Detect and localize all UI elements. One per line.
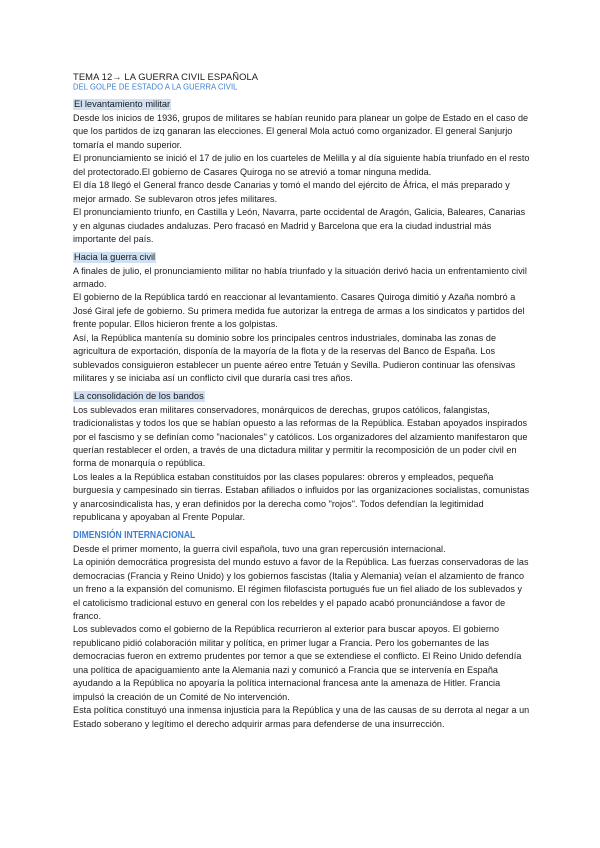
section-consolidacion	[73, 386, 530, 525]
paragraph: A finales de julio, el pronunciamiento militar no había triunfado y la situación derivó hacia un enfrentamiento civil armado.	[73, 265, 527, 289]
section-levantamiento	[73, 94, 530, 247]
paragraph: Esta política constituyó una inmensa injusticia para la República y una de las causas de su derrota al negar a un Estado soberano y legítimo el derecho adquirir armas para defenderse de una insurrección.	[73, 705, 530, 729]
paragraph: La opinión democrática progresista del mundo estuvo a favor de la República. Las fuerzas conservadoras de las democracias (Francia y Reino Unido) y los gobiernos fascistas (Italia y Alemania) veían el alzamiento de franco un freno a la expansión del comunismo. El régimen filofascista portugués fue un fiel aliado de los sublevados y el catolicismo tradicional estuvo en general con los rebeldes y el papado acabó pronunciándose a favor de franco.	[73, 557, 529, 621]
section-hacia-guerra	[73, 247, 530, 386]
section-heading: Hacia la guerra civil	[74, 251, 156, 262]
paragraph: El pronunciamiento triunfo, en Castilla y León, Navarra, parte occidental de Aragón, Galicia, Baleares, Canarias y en algunas ciudades andaluzas. Pero fracasó en Madrid y Barcelona que era la ciudad industrial más importante del país.	[73, 207, 526, 245]
paragraph: El gobierno de la República tardó en reaccionar al levantamiento. Casares Quiroga dimitió y Azaña nombró a José Giral jefe de gobierno. Su primera medida fue autorizar la entrega de armas a los sindicatos y partidos del frente popular. Ellos hicieron frente a los golpistas.	[73, 292, 525, 330]
paragraph: Desde el primer momento, la guerra civil española, tuvo una gran repercusión internacional.	[73, 543, 446, 554]
paragraph: Los sublevados eran militares conservadores, monárquicos de derechas, grupos católicos, falangistas, tradicionalistas y todos los que se habían opuesto a las reformas de la República. Estaban apoyados inspirados por el fascismo y se definían como "nacionales" y católicos. Los organizadores del alzamiento manifestaron que querían restablecer el orden, a través de una dictadura militar y permitir la recomposición de un poder civil en forma de monarquía o república.	[73, 404, 528, 469]
paragraph: El día 18 llegó el General franco desde Canarias y tomó el mando del ejército de África, el más preparado y mejor armado. Se sublevaron otros jefes militares.	[73, 180, 510, 204]
paragraph: El pronunciamiento se inició el 17 de julio en los cuarteles de Melilla y al día siguiente había triunfado en el resto del protectorado.El gobierno de Casares Quiroga no se atrevió a tomar ninguna medida.	[73, 153, 530, 177]
page-subtitle: DEL GOLPE DE ESTADO A LA GUERRA CIVIL	[73, 82, 238, 92]
paragraph: Los sublevados como el gobierno de la República recurrieron al exterior para buscar apoyos. El gobierno republicano pidió colaboración militar y política, en primer lugar a Francia. Pero los gobernantes de las democracias fueron en extremo prudentes por temor a que se extendiese el conflicto. El Reino Unido defendía una política de apaciguamiento ante la Alemania nazi y comunicó a Francia que se intervenía en España ayudando a la República no apoyaría la política internacional francesa ante la amenaza de Hitler. Francia impulsó la creación de un Comité de No intervención.	[73, 624, 522, 702]
paragraph: Desde los inicios de 1936, grupos de militares se habían reunido para planear un golpe de Estado en el caso de que los partidos de izq ganaran las elecciones. El general Mola actuó como organizador. El general Sanjurjo tomaría el mando superior.	[73, 113, 529, 150]
page-title: TEMA 12→ LA GUERRA CIVIL ESPAÑOLA	[73, 71, 259, 82]
section-heading: El levantamiento militar	[74, 99, 171, 109]
section-heading: DIMENSIÓN INTERNACIONAL	[73, 529, 196, 541]
section-internacional	[73, 525, 530, 731]
section-heading: La consolidación de los bandos	[74, 390, 204, 401]
paragraph: Los leales a la República estaban constituidos por las clases populares: obreros y empleados, pequeña burguesía y campesinado sin tierras. Estaban afiliados o influidos por las organizaciones socialistas, comunistas y anarcosindicalista has, y eran definidos por la derecha como "rojos". Todos defendían la legitimidad republicana y apoyaban al Frente Popular.	[73, 471, 530, 523]
paragraph: Así, la República mantenía su dominio sobre los principales centros industriales, dominaba las zonas de agricultura de exportación, disponía de la mayoría de la flota y de la reservas del Banco de España. Los sublevados consiguieron establecer un puente aéreo entre Tetuán y Sevilla. Pudieron continuar las ofensivas militares y se iniciaba así un conflicto civil que duraría casi tres años.	[73, 332, 516, 384]
